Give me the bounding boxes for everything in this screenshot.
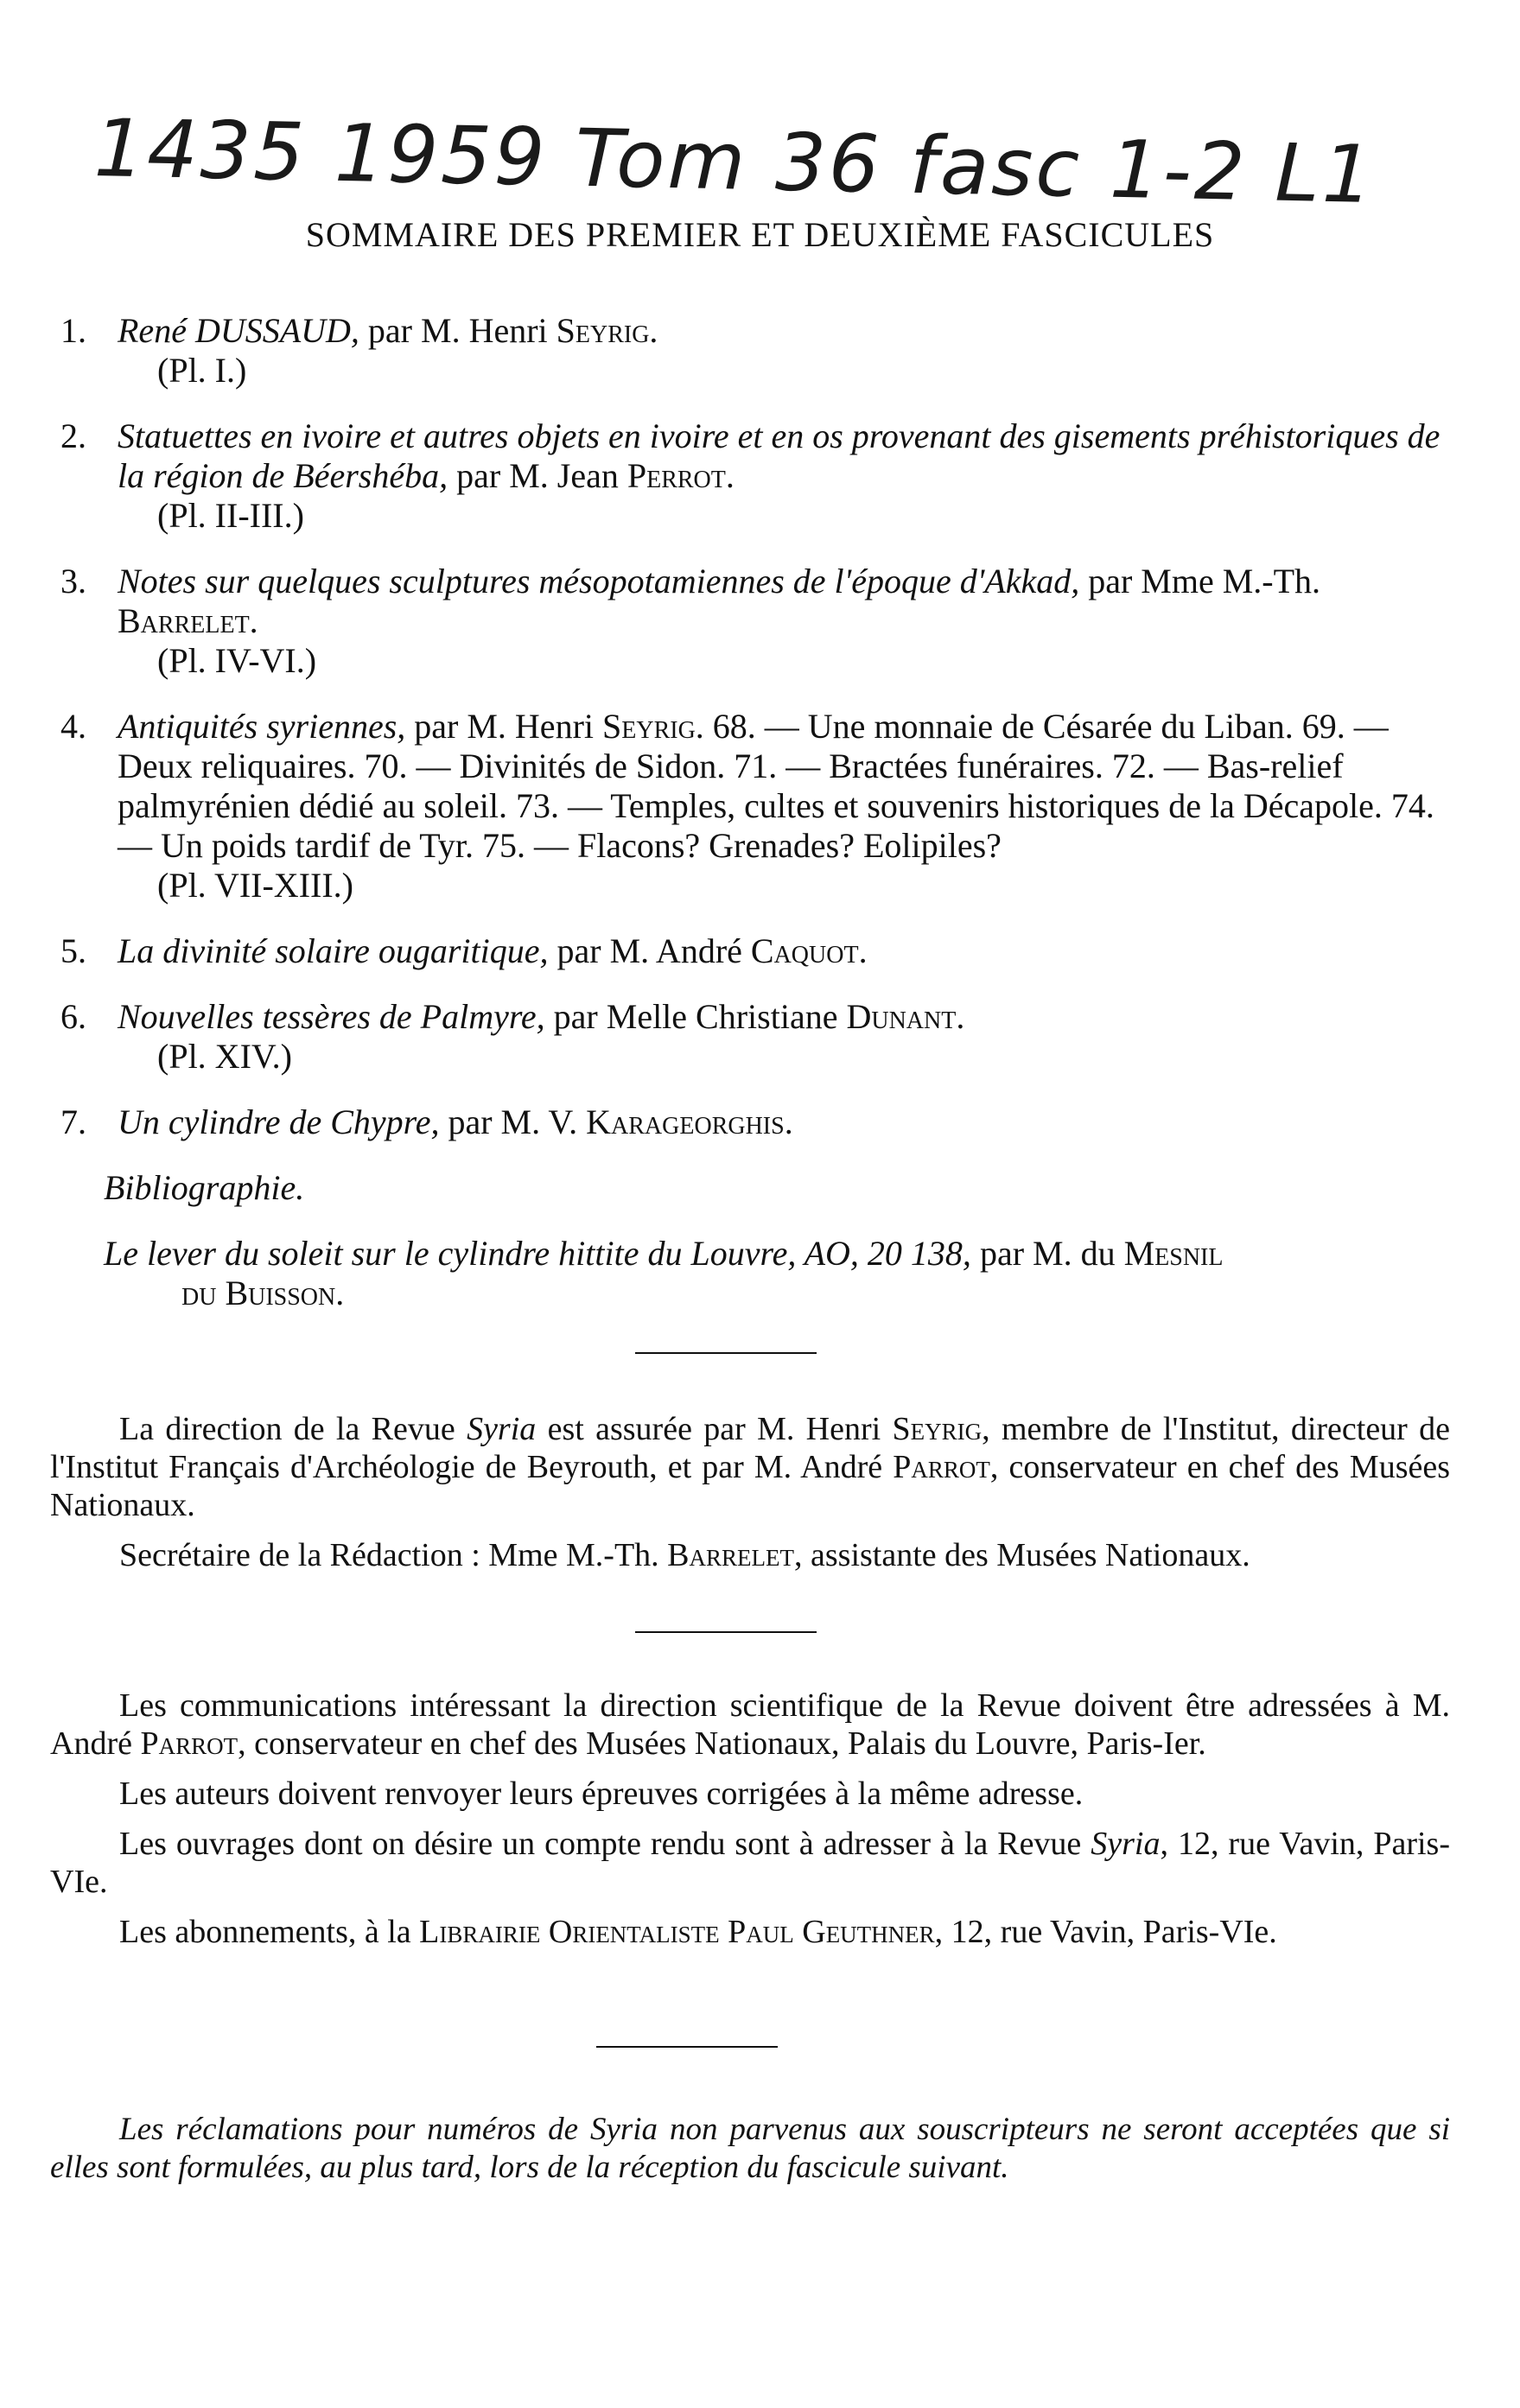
entry-author: Barrelet. [118,601,258,640]
entry-author: Seyrig. [602,707,704,746]
entry-plates: (Pl. VII-XIII.) [157,866,353,905]
entry-number: 3. [60,562,86,600]
entry-title: Nouvelles tessères de Palmyre, [118,997,545,1036]
claims-note-text: Les réclamations pour numéros de Syria non parvenus aux souscripteurs ne seront acceptées que si elles sont formulées, au plus tard, lors de la réception du fascicule suivant. [50,2112,1450,2185]
bibliography-author-cont: du Buisson. [181,1274,345,1312]
entry-author: Dunant. [846,997,965,1036]
subscriptions-paragraph: Les abonnements, à la Librairie Orientaliste Paul Geuthner, 12, rue Vavin, Paris-VIe. [119,1914,1277,1950]
entry-contents: 68. — Une monnaie de Césarée du Liban. 69. — Deux reliquaires. 70. — Divinités de Sidon. 71. — Bractées funéraires. 72. — Bas-relief palmyrénien dédié au soleil. 73. — Temples, cultes et souvenirs historiques de la Décapole. 74. — Un poids tardif de Tyr. 75. — Flacons? Grenades? Eolipiles? [118,707,1434,865]
entry-author-prefix: par Mme M.-Th. [1088,562,1321,600]
direction-section [50,1410,1450,1586]
entry-plates: (Pl. IV-VI.) [157,641,317,680]
toc-entry-7 [60,1102,1460,1142]
entry-plates: (Pl. I.) [157,351,247,390]
entry-author-prefix: par M. Henri [367,311,548,350]
proofs-paragraph: Les auteurs doivent renvoyer leurs épreuves corrigées à la même adresse. [119,1776,1084,1812]
handwritten-shelfmark: 1435 1959 Tom 36 fasc 1-2 L1 [92,102,1377,222]
toc-entry-5 [60,931,1460,971]
toc-entry-6 [60,997,1460,1077]
entry-title: Notes sur quelques sculptures mésopotamiennes de l'époque d'Akkad, [118,562,1080,600]
entry-author: Seyrig. [556,311,658,350]
direction-paragraph: La direction de la Revue Syria est assurée par M. Henri Seyrig, membre de l'Institut, directeur de l'Institut Français d'Archéologie de Beyrouth, et par M. André Parrot, conservateur en chef des Musées Nationaux. [50,1411,1451,1523]
entry-author-prefix: par M. André [556,931,742,970]
bibliography-author-prefix: par M. du [979,1234,1116,1273]
entry-title: René DUSSAUD, [118,311,359,350]
bibliography-author: Mesnil [1123,1234,1224,1273]
table-of-contents [60,311,1460,1313]
entry-author: Caquot. [750,931,868,970]
toc-entry-3 [60,562,1460,681]
toc-entry-4 [60,707,1460,905]
communications-section [50,1687,1450,1963]
claims-note [50,2111,1450,2187]
entry-number: 1. [60,311,86,350]
reviews-paragraph: Les ouvrages dont on désire un compte rendu sont à adresser à la Revue Syria, 12, rue Vavin, Paris-VIe. [50,1826,1451,1900]
entry-title: Un cylindre de Chypre, [118,1102,440,1141]
entry-plates: (Pl. II-III.) [157,496,304,535]
bibliography-heading: Bibliographie. [104,1168,305,1207]
entry-number: 6. [60,997,86,1036]
entry-number: 7. [60,1102,86,1141]
bibliography-title: Le lever du soleit sur le cylindre hittite du Louvre, AO, 20 138, [104,1234,971,1273]
page-title: SOMMAIRE DES PREMIER ET DEUXIÈME FASCICULES [305,215,1215,254]
toc-entry-1 [60,311,1460,391]
entry-title: Antiquités syriennes, [118,707,406,746]
separator-rule [635,1352,817,1354]
communications-paragraph: Les communications intéressant la direction scientifique de la Revue doivent être adressées à M. André Parrot, conservateur en chef des Musées Nationaux, Palais du Louvre, Paris-Ier. [50,1687,1450,1762]
toc-entry-2 [60,416,1460,536]
separator-rule [596,2046,778,2048]
entry-author: Karageorghis. [586,1102,793,1141]
entry-number: 2. [60,416,86,455]
entry-author-prefix: par M. V. [448,1102,578,1141]
bibliography-entry [60,1234,1460,1313]
separator-rule [635,1631,817,1633]
entry-plates: (Pl. XIV.) [157,1037,292,1076]
entry-author-prefix: par M. Henri [414,707,594,746]
entry-number: 5. [60,931,86,970]
entry-title: La divinité solaire ougaritique, [118,931,549,970]
entry-title: Statuettes en ivoire et autres objets en ivoire et en os provenant des gisements préhistoriques de la région de Béershéba, [118,416,1441,495]
secretary-paragraph: Secrétaire de la Rédaction : Mme M.-Th. Barrelet, assistante des Musées Nationaux. [119,1537,1250,1573]
entry-number: 4. [60,707,86,746]
entry-author-prefix: par Melle Christiane [553,997,838,1036]
entry-author: Perrot. [626,456,735,495]
entry-author-prefix: par M. Jean [456,456,619,495]
